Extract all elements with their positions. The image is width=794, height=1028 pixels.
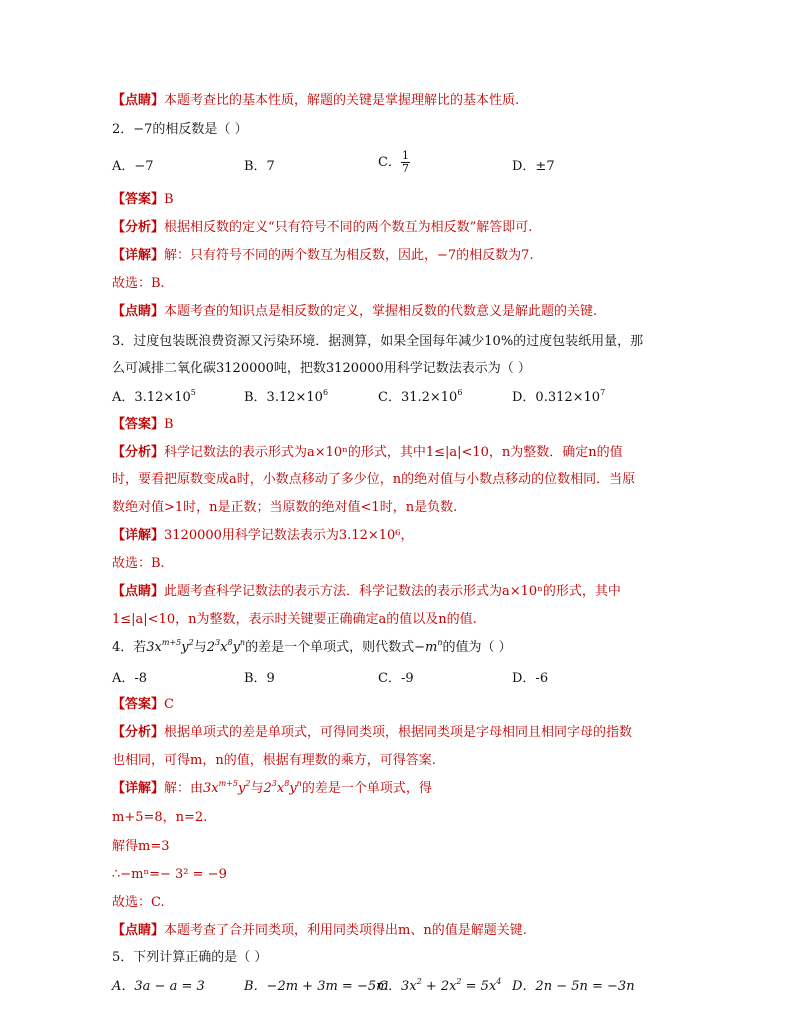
xiangjie-text: 3120000用科学记数法表示为3.12×10⁶， (164, 528, 414, 543)
q3-option-a (112, 389, 196, 407)
q4-option-a: A．-8 (112, 671, 148, 686)
stem-text: 与 (193, 640, 207, 655)
q3-fenxi-line1 (112, 444, 623, 462)
dianjing-text: 此题考查科学记数法的表示方法．科学记数法的表示形式为a×10ⁿ的形式，其中 (164, 584, 621, 599)
stem-text: 的差是一个单项式，则代数式 (245, 640, 415, 655)
q2-stem: 2．−7的相反数是（ ） (112, 122, 248, 137)
q3-fenxi-line3: 数绝对值>1时，n是正数；当原数的绝对值<1时，n是负数. (112, 500, 458, 515)
q3-option-d (512, 389, 605, 407)
xiangjie-text: 解：只有符号不同的两个数互为相反数，因此，−7的相反数为7. (164, 248, 534, 263)
xiangjie-text: 与 (250, 781, 264, 796)
q4-dianjing (112, 922, 527, 940)
q4-answer (112, 696, 174, 714)
dianjing-tag: 【点睛】 (112, 923, 165, 938)
stem-text: 的值为（ ） (442, 640, 512, 655)
q4-eq1: m+5=8，n=2. (112, 810, 208, 825)
q3-option-b (244, 389, 328, 407)
q3-dianjing-line1 (112, 583, 621, 601)
fraction-numerator: 1 (401, 149, 409, 162)
answer-tag: 【答案】 (112, 417, 165, 432)
q3-option-c (378, 389, 462, 407)
fraction-denominator: 7 (401, 162, 409, 175)
fenxi-tag: 【分析】 (112, 725, 165, 740)
dianjing-tag: 【点睛】 (112, 584, 165, 599)
q2-option-a: A．−7 (112, 159, 154, 174)
q3-dianjing-line2: 1≤|a|<10，n为整数，表示时关键要正确确定a的值以及n的值. (112, 612, 477, 627)
xiangjie-text: 解：由 (164, 781, 204, 796)
exponent: 2 (416, 977, 422, 986)
q2-answer (112, 191, 174, 209)
xiangjie-tag: 【详解】 (112, 248, 165, 263)
q4-option-c: C．-9 (378, 671, 414, 686)
xiangjie-text: 的差是一个单项式，得 (301, 781, 432, 796)
fenxi-text: 根据相反数的定义“只有符号不同的两个数互为相反数”解答即可. (164, 220, 533, 235)
dianjing-tag: 【点睛】 (112, 93, 165, 108)
q5-option-c (378, 978, 501, 996)
answer-text: B (164, 417, 174, 432)
q4-eq2: 解得m=3 (112, 839, 170, 854)
q3-stem-line1: 3．过度包装既浪费资源又污染环境．据测算，如果全国每年减少10%的过度包装纸用量，那 (112, 334, 644, 349)
fenxi-tag: 【分析】 (112, 220, 165, 235)
answer-tag: 【答案】 (112, 192, 165, 207)
q3-guxuan: 故选：B. (112, 556, 165, 571)
q2-xiangjie (112, 247, 534, 265)
q2-option-b: B．7 (244, 159, 275, 174)
q4-fenxi-line1 (112, 724, 632, 742)
exponent: 4 (496, 977, 502, 986)
q3-answer (112, 416, 174, 434)
exponent: 2 (456, 977, 462, 986)
q3-fenxi-line2: 时，要看把原数变成a时，小数点移动了多少位，n的绝对值与小数点移动的位数相同．当原 (112, 472, 636, 487)
option-text: A．3.12×10 (112, 390, 191, 405)
dianjing-text: 本题考查的知识点是相反数的定义，掌握相反数的代数意义是解此题的关键. (164, 304, 598, 319)
option-text: + 2x (421, 979, 457, 994)
option-text: = 5x (461, 979, 497, 994)
fenxi-text: 根据单项式的差是单项式，可得同类项，根据同类项是字母相同且相同字母的指数 (164, 725, 633, 740)
answer-tag: 【答案】 (112, 697, 165, 712)
option-text: D．0.312×10 (512, 390, 601, 405)
q4-option-b: B．9 (244, 671, 275, 686)
q5-stem: 5．下列计算正确的是（ ） (112, 950, 268, 965)
dianjing-text: 本题考查了合并同类项，利用同类项得出m、n的值是解题关键. (164, 923, 527, 938)
q2-fenxi (112, 219, 532, 237)
q4-eq3: ∴−mⁿ=− 3² = −9 (112, 867, 227, 882)
xiangjie-tag: 【详解】 (112, 528, 165, 543)
answer-text: C (164, 697, 174, 712)
q3-stem-line2: 么可减排二氧化碳3120000吨，把数3120000用科学记数法表示为（ ） (112, 361, 531, 376)
q5-option-d: D．2n − 5n = −3n (512, 979, 635, 994)
q4-xiangjie (112, 780, 432, 798)
q3-xiangjie (112, 527, 414, 545)
dianjing-tag: 【点睛】 (112, 304, 165, 319)
math-term-1: $3x^{m+5}y^2$ (146, 638, 194, 655)
stem-text: 4．若 (112, 640, 147, 655)
q2-dianjing (112, 303, 597, 321)
exponent: 6 (457, 388, 463, 397)
exponent: 5 (190, 388, 196, 397)
option-c-label: C． (378, 155, 401, 170)
q2-guxuan: 故选：B. (112, 276, 165, 291)
dianjing-text: 本题考查比的基本性质，解题的关键是掌握理解比的基本性质. (164, 93, 520, 108)
q4-stem (112, 639, 512, 657)
fraction (401, 150, 410, 175)
option-text: B．3.12×10 (244, 390, 323, 405)
fenxi-text: 科学记数法的表示形式为a×10ⁿ的形式，其中1≤|a|<10，n为整数．确定n的值 (164, 445, 623, 460)
math-term-3: $-m^n$ (414, 638, 443, 655)
q4-option-d: D．-6 (512, 671, 549, 686)
q5-option-a: A．3a − a = 3 (112, 979, 205, 994)
q2-option-d: D．±7 (512, 159, 555, 174)
q2-option-c (378, 150, 410, 175)
xiangjie-tag: 【详解】 (112, 781, 165, 796)
fenxi-tag: 【分析】 (112, 445, 165, 460)
q4-guxuan: 故选：C. (112, 895, 165, 910)
math-term-1: $3x^{m+5}y^2$ (203, 779, 251, 796)
exponent: 7 (600, 388, 606, 397)
math-term-2: $2^3x^8y^n$ (206, 638, 246, 655)
option-text: C．3x (378, 979, 417, 994)
math-term-2: $2^3x^8y^n$ (263, 779, 302, 796)
answer-text: B (164, 192, 174, 207)
exponent: 6 (322, 388, 329, 397)
q1-dianjing (112, 92, 519, 110)
q4-fenxi-line2: 也相同，可得m，n的值，根据有理数的乘方，可得答案. (112, 753, 436, 768)
option-text: C．31.2×10 (378, 390, 458, 405)
q5-option-b: B．−2m + 3m = −5m (244, 979, 389, 994)
